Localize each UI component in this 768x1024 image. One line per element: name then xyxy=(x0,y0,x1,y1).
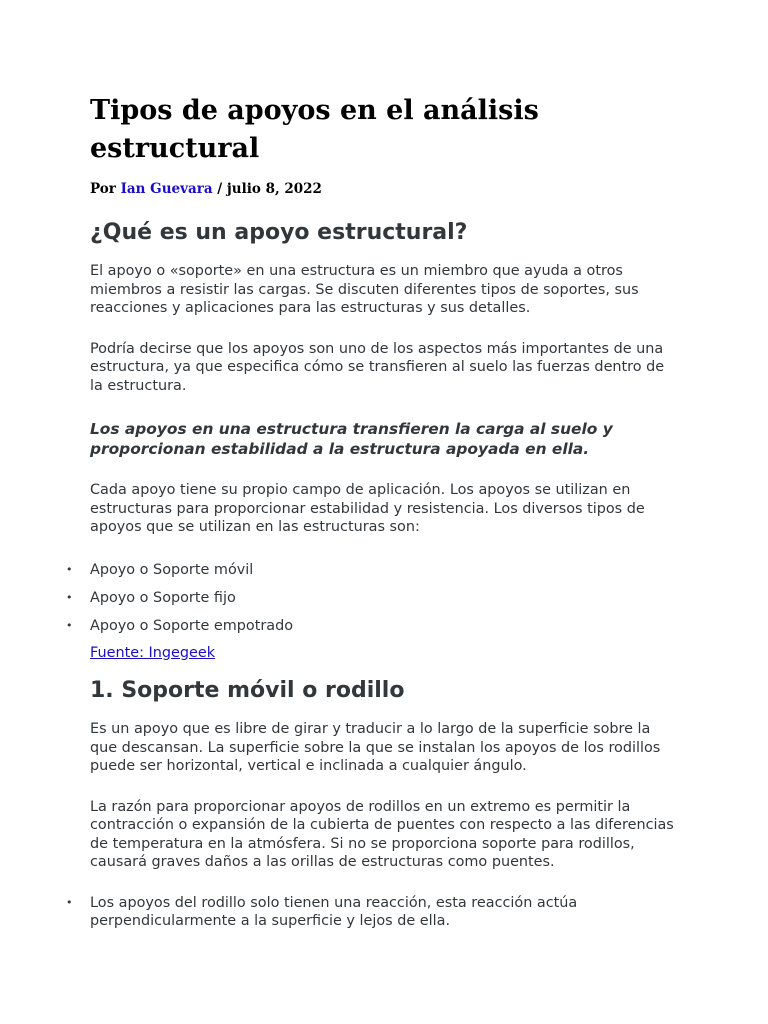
bullet-icon: • xyxy=(66,895,73,909)
publish-date: julio 8, 2022 xyxy=(226,181,322,197)
section-heading-what-is-support: ¿Qué es un apoyo estructural? xyxy=(90,220,468,245)
list-item xyxy=(66,589,680,608)
paragraph: Podría decirse que los apoyos son uno de los aspectos más importantes de una estructura, ya que especifica cómo se transfieren al suelo las fuerzas dentro de la estructura. xyxy=(90,340,665,394)
list-item xyxy=(66,561,680,580)
article-title: Tipos de apoyos en el análisis estructural xyxy=(90,95,539,164)
bullet-icon: • xyxy=(66,562,73,576)
support-types-list xyxy=(66,561,680,636)
paragraph: El apoyo o «soporte» en una estructura es un miembro que ayuda a otros miembros a resistir las cargas. Se discuten diferentes tipos de soportes, sus reacciones y aplicaciones para las estructuras y sus detalles. xyxy=(90,263,639,316)
list-item xyxy=(66,894,680,931)
highlight-quote: Los apoyos en una estructura transfieren la carga al suelo y proporcionan estabilidad a la estructura apoyada en ella. xyxy=(90,420,613,458)
bullet-icon: • xyxy=(66,590,73,604)
list-item-label: Apoyo o Soporte móvil xyxy=(90,561,254,578)
list-item-label: Los apoyos del rodillo solo tienen una reacción, esta reacción actúa perpendicularmente a la superficie y lejos de ella. xyxy=(90,894,578,929)
list-item-label: Apoyo o Soporte empotrado xyxy=(90,617,294,634)
list-item-label: Apoyo o Soporte fijo xyxy=(90,589,236,606)
paragraph: La razón para proporcionar apoyos de rodillos en un extremo es permitir la contracción o expansión de la cubierta de puentes con respecto a las diferencias de temperatura en la atmósfera. Si no se proporciona soporte para rodillos, causará graves daños a las orillas de estructuras como puentes. xyxy=(90,798,674,870)
byline-prefix: Por xyxy=(90,181,116,197)
bullet-icon: • xyxy=(66,618,73,632)
list-item xyxy=(66,617,680,636)
section-heading-roller-support: 1. Soporte móvil o rodillo xyxy=(90,678,405,703)
roller-facts-list xyxy=(66,894,680,931)
author-link[interactable]: Ian Guevara xyxy=(120,181,213,197)
paragraph: Cada apoyo tiene su propio campo de aplicación. Los apoyos se utilizan en estructuras para proporcionar estabilidad y resistencia. Los diversos tipos de apoyos que se utilizan en las estructuras son: xyxy=(90,482,645,535)
byline-separator: / xyxy=(217,181,223,197)
paragraph: Es un apoyo que es libre de girar y traducir a lo largo de la superficie sobre la que descansan. La superficie sobre la que se instalan los apoyos de los rodillos puede ser horizontal, vertical e inclinada a cualquier ángulo. xyxy=(90,721,661,774)
source-link[interactable]: Fuente: Ingegeek xyxy=(90,644,216,661)
byline xyxy=(90,180,680,198)
article xyxy=(66,92,680,931)
